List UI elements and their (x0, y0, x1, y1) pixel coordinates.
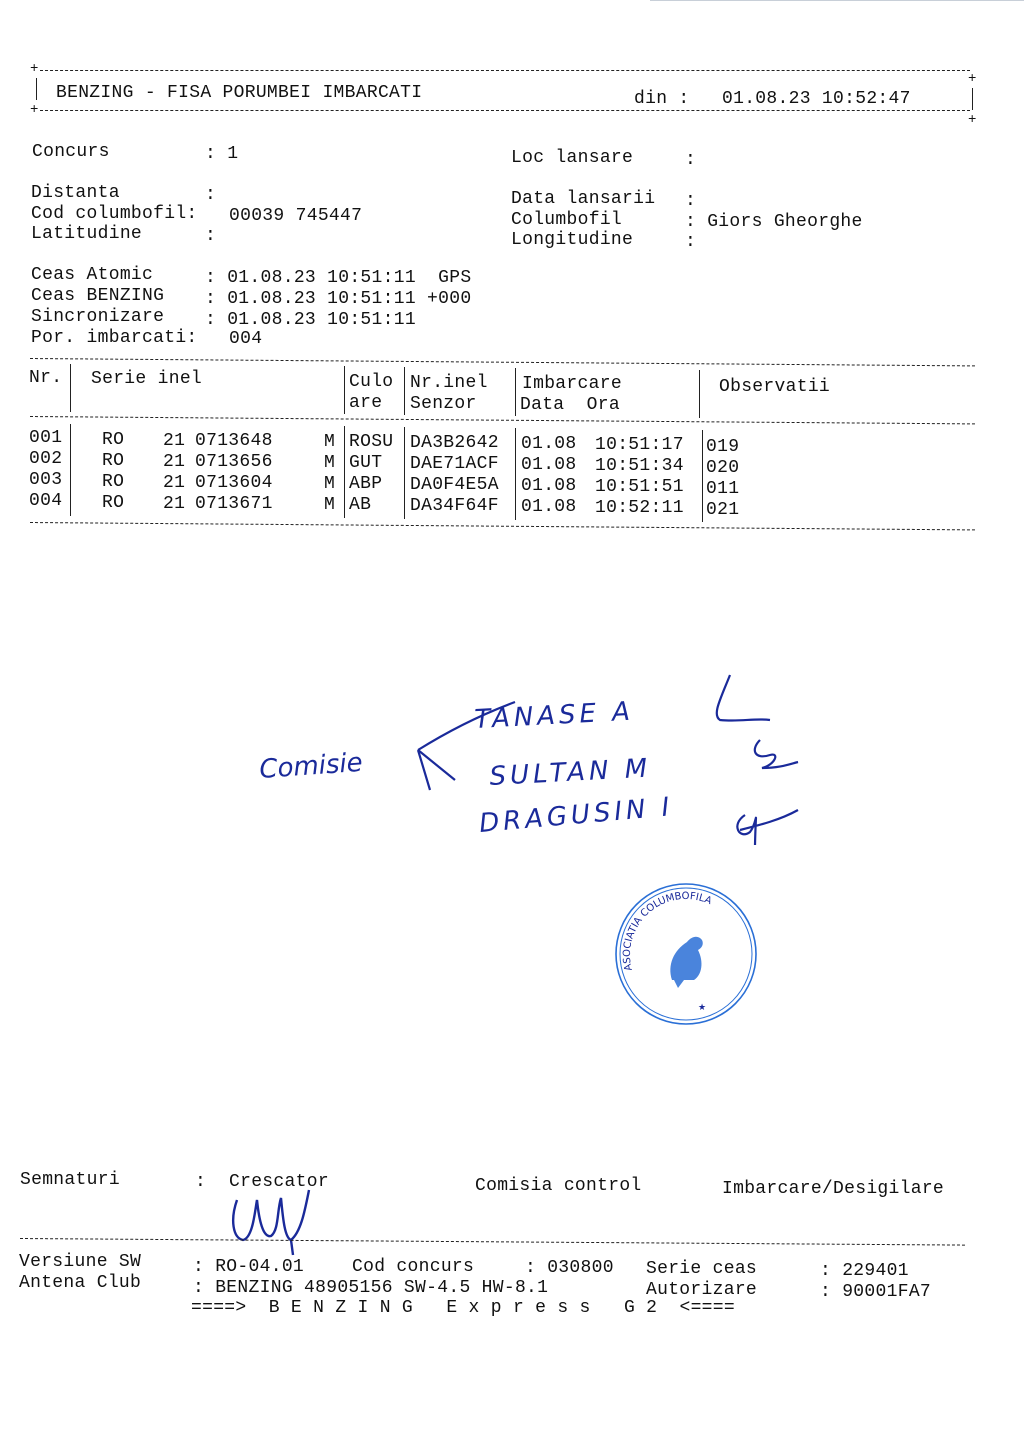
cod-columbofil-value: 00039 745447 (229, 206, 363, 226)
longitudine-value: : (685, 232, 697, 252)
footer-rule (20, 1238, 965, 1246)
breeder-signature (225, 1180, 325, 1260)
serie-ceas-label: Serie ceas (646, 1259, 758, 1279)
header-top-rule (40, 70, 970, 71)
autorizare-label: Autorizare (646, 1280, 758, 1300)
benzing-banner: ====> B E N Z I N G E x p r e s s G 2 <==== (191, 1298, 735, 1318)
handwritten-name-2: SULTAN M (488, 753, 652, 792)
col-divider (344, 366, 345, 414)
row-sensor: DAE71ACF (410, 454, 499, 474)
row-year: 21 (163, 494, 186, 514)
date-label: din : (634, 89, 690, 109)
col-divider (702, 430, 703, 522)
concurs-label: Concurs (32, 142, 110, 162)
row-ring: 0713671 (195, 494, 273, 514)
document-date: 01.08.23 10:52:47 (722, 89, 911, 109)
antena-label: Antena Club (19, 1273, 142, 1293)
association-stamp (612, 880, 760, 1028)
header-bottom-rule (40, 110, 970, 111)
row-color: ABP (349, 474, 383, 494)
col-divider (344, 426, 345, 518)
handwritten-comisie: Comisie (258, 747, 364, 785)
antena-value: : BENZING 48905156 SW-4.5 HW-8.1 (193, 1278, 549, 1298)
row-time: 10:51:34 (595, 456, 684, 476)
columbofil-value: : Giors Gheorghe (685, 212, 863, 232)
row-date: 01.08 (521, 497, 577, 517)
row-country: RO (102, 451, 125, 471)
row-nr: 001 (29, 428, 63, 448)
col-divider (404, 427, 405, 519)
row-year: 21 (163, 473, 186, 493)
col-divider (70, 424, 71, 516)
col-divider (515, 368, 516, 416)
distanta-value: : (205, 185, 217, 205)
sincronizare-label: Sincronizare (31, 307, 165, 327)
document-title: BENZING - FISA PORUMBEI IMBARCATI (56, 83, 423, 103)
pigeon-icon (670, 937, 702, 988)
semnaturi-label: Semnaturi (20, 1170, 120, 1190)
autorizare-value: : 90001FA7 (820, 1282, 932, 1302)
row-date: 01.08 (521, 476, 577, 496)
handwritten-commission (250, 660, 820, 860)
header-nr-inel-2: Senzor (410, 394, 477, 414)
col-divider (70, 364, 71, 412)
row-obs: 019 (706, 437, 740, 457)
row-sex: M (324, 432, 336, 452)
row-country: RO (102, 472, 125, 492)
row-sex: M (324, 474, 336, 494)
handwritten-name-1: TANASE A (473, 696, 635, 735)
corner-plus: + (30, 61, 39, 77)
header-right-bar (972, 88, 973, 110)
row-ring: 0713648 (195, 431, 273, 451)
row-date: 01.08 (521, 455, 577, 475)
stamp-star-icon: ★ (698, 1003, 707, 1013)
row-sensor: DA0F4E5A (410, 475, 499, 495)
initial-mark-2 (755, 740, 798, 768)
cod-concurs-value: : 030800 (525, 1258, 614, 1278)
initial-mark-3 (737, 810, 798, 845)
ceas-atomic-value: : 01.08.23 10:51:11 GPS (205, 268, 472, 288)
header-imbarcare-2: Data Ora (520, 395, 620, 415)
row-color: GUT (349, 453, 383, 473)
imbarcare-desigilare-label: Imbarcare/Desigilare (722, 1179, 945, 1199)
header-culoare-2: are (349, 393, 383, 413)
row-time: 10:52:11 (595, 498, 684, 518)
row-year: 21 (163, 452, 186, 472)
row-ring: 0713656 (195, 452, 273, 472)
header-culoare-1: Culo (349, 372, 394, 392)
loc-lansare-value: : (685, 150, 697, 170)
latitudine-label: Latitudine (31, 224, 143, 244)
handwritten-name-3: DRAGUSIN I (477, 792, 675, 839)
ceas-atomic-label: Ceas Atomic (31, 265, 154, 285)
data-lansarii-label: Data lansarii (511, 189, 656, 209)
ceas-benzing-value: : 01.08.23 10:51:11 +000 (205, 289, 472, 309)
header-nr: Nr. (29, 368, 63, 388)
latitudine-value: : (205, 226, 217, 246)
longitudine-label: Longitudine (511, 230, 634, 250)
scan-edge-line (650, 0, 1024, 1)
row-date: 01.08 (521, 434, 577, 454)
versiune-value: : RO-04.01 (193, 1257, 305, 1277)
row-time: 10:51:51 (595, 477, 684, 497)
cod-concurs-label: Cod concurs (352, 1257, 475, 1277)
comisia-label: Comisia control (475, 1176, 642, 1196)
row-year: 21 (163, 431, 186, 451)
corner-plus: + (968, 71, 977, 87)
concurs-value: : 1 (205, 144, 239, 164)
col-divider (699, 370, 700, 418)
header-imbarcare-1: Imbarcare (522, 374, 622, 394)
data-lansarii-value: : (685, 191, 697, 211)
loc-lansare-label: Loc lansare (511, 148, 634, 168)
row-sensor: DA3B2642 (410, 433, 499, 453)
header-observatii: Observatii (719, 377, 831, 397)
por-imbarcati-label: Por. imbarcati: (31, 328, 198, 348)
row-country: RO (102, 493, 125, 513)
por-imbarcati-value: 004 (229, 329, 263, 349)
row-color: ROSU (349, 432, 394, 452)
row-sensor: DA34F64F (410, 496, 499, 516)
row-color: AB (349, 495, 372, 515)
corner-plus: + (30, 102, 39, 118)
row-nr: 002 (29, 449, 63, 469)
distanta-label: Distanta (31, 183, 120, 203)
sincronizare-value: : 01.08.23 10:51:11 (205, 310, 416, 330)
header-left-bar (36, 78, 37, 100)
cod-columbofil-label: Cod columbofil: (31, 204, 198, 224)
row-country: RO (102, 430, 125, 450)
row-ring: 0713604 (195, 473, 273, 493)
row-obs: 011 (706, 479, 740, 499)
col-divider (515, 428, 516, 520)
header-nr-inel-1: Nr.inel (410, 373, 488, 393)
columbofil-label: Columbofil (511, 210, 623, 230)
initial-mark-1 (717, 675, 770, 721)
crescator-label: Crescator (229, 1172, 329, 1192)
ceas-benzing-label: Ceas BENZING (31, 286, 165, 306)
stamp-text: ASOCIATIA COLUMBOFILA (621, 890, 714, 972)
row-obs: 020 (706, 458, 740, 478)
row-obs: 021 (706, 500, 740, 520)
header-serie-inel: Serie inel (91, 369, 203, 389)
row-sex: M (324, 495, 336, 515)
row-time: 10:51:17 (595, 435, 684, 455)
versiune-label: Versiune SW (19, 1252, 142, 1272)
semnaturi-colon: : (195, 1172, 207, 1192)
serie-ceas-value: : 229401 (820, 1261, 909, 1281)
table-header-rule (30, 416, 975, 424)
col-divider (404, 367, 405, 415)
table-top-rule (30, 358, 975, 366)
row-sex: M (324, 453, 336, 473)
row-nr: 003 (29, 470, 63, 490)
corner-plus: + (968, 112, 977, 128)
table-bottom-rule (30, 522, 975, 530)
row-nr: 004 (29, 491, 63, 511)
